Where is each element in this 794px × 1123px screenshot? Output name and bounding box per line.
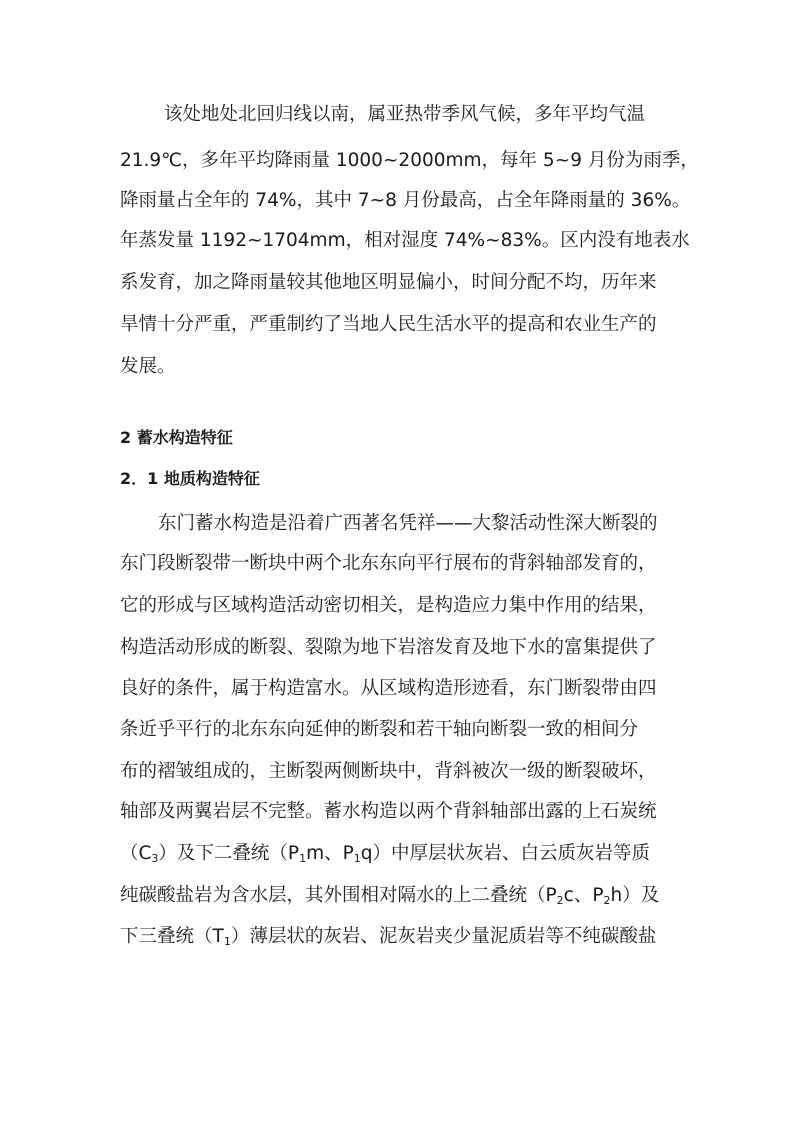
subsection-heading: 2．1 地质构造特征 xyxy=(120,469,260,488)
text-run: h）及 xyxy=(610,885,660,906)
text-run: 纯碳酸盐岩为含水层，其外围相对隔水的上二叠统（P xyxy=(120,885,557,906)
paragraph-line xyxy=(120,884,700,908)
subscript: 2 xyxy=(556,894,564,907)
paragraph-line: 良好的条件，属于构造富水。从区域构造形迹看，东门断裂带由四 xyxy=(120,678,657,699)
paragraph-line: 东门蓄水构造是沿着广西著名凭祥——大黎活动性深大断裂的 xyxy=(158,513,658,534)
paragraph-line: 构造活动形成的断裂、裂隙为地下岩溶发育及地下水的富集提供了 xyxy=(120,637,657,658)
paragraph-line xyxy=(120,842,700,866)
text-run: m、P xyxy=(306,843,354,864)
paragraph-line: 轴部及两翼岩层不完整。蓄水构造以两个背斜轴部出露的上石炭统 xyxy=(120,801,657,822)
paragraph-line: 条近乎平行的北东东向延伸的断裂和若干轴向断裂一致的相间分 xyxy=(120,719,639,740)
text-run: ）及下二叠统（P xyxy=(158,843,300,864)
subscript: 2 xyxy=(603,894,611,907)
subscript: 1 xyxy=(299,852,307,865)
paragraph-line: 它的形成与区域构造活动密切相关，是构造应力集中作用的结果， xyxy=(120,595,657,616)
text-run: ）薄层状的灰岩、泥灰岩夹少量泥质岩等不纯碳酸盐 xyxy=(230,926,657,947)
paragraph-line xyxy=(120,925,700,949)
text-run: （C xyxy=(120,843,152,864)
text-run: q）中厚层状灰岩、白云质灰岩等质 xyxy=(360,843,651,864)
text-run: c、P xyxy=(563,885,604,906)
paragraph-line: 旱情十分严重，严重制约了当地人民生活水平的提高和农业生产的 xyxy=(120,314,657,335)
text-run: 下三叠统（T xyxy=(120,926,224,947)
paragraph-line: 系发育，加之降雨量较其他地区明显偏小，时间分配不均，历年来 xyxy=(120,272,657,293)
subscript: 1 xyxy=(223,935,231,948)
paragraph-line: 降雨量占全年的 74%，其中 7~8 月份最高，占全年降雨量的 36%。 xyxy=(120,190,691,211)
subscript: 3 xyxy=(151,852,159,865)
subscript: 1 xyxy=(353,852,361,865)
section-heading: 2 蓄水构造特征 xyxy=(120,428,233,447)
paragraph-line: 东门段断裂带一断块中两个北东东向平行展布的背斜轴部发育的， xyxy=(120,553,657,574)
paragraph-line: 年蒸发量 1192~1704mm，相对湿度 74%~83%。区内没有地表水 xyxy=(120,230,690,251)
paragraph-line: 21.9℃，多年平均降雨量 1000~2000mm，每年 5~9 月份为雨季， xyxy=(120,150,699,171)
paragraph-line: 布的褶皱组成的，主断裂两侧断块中，背斜被次一级的断裂破坏， xyxy=(120,761,657,782)
paragraph-line: 发展。 xyxy=(120,356,176,377)
paragraph-line: 该处地处北回归线以南，属亚热带季风气候，多年平均气温 xyxy=(164,104,646,125)
